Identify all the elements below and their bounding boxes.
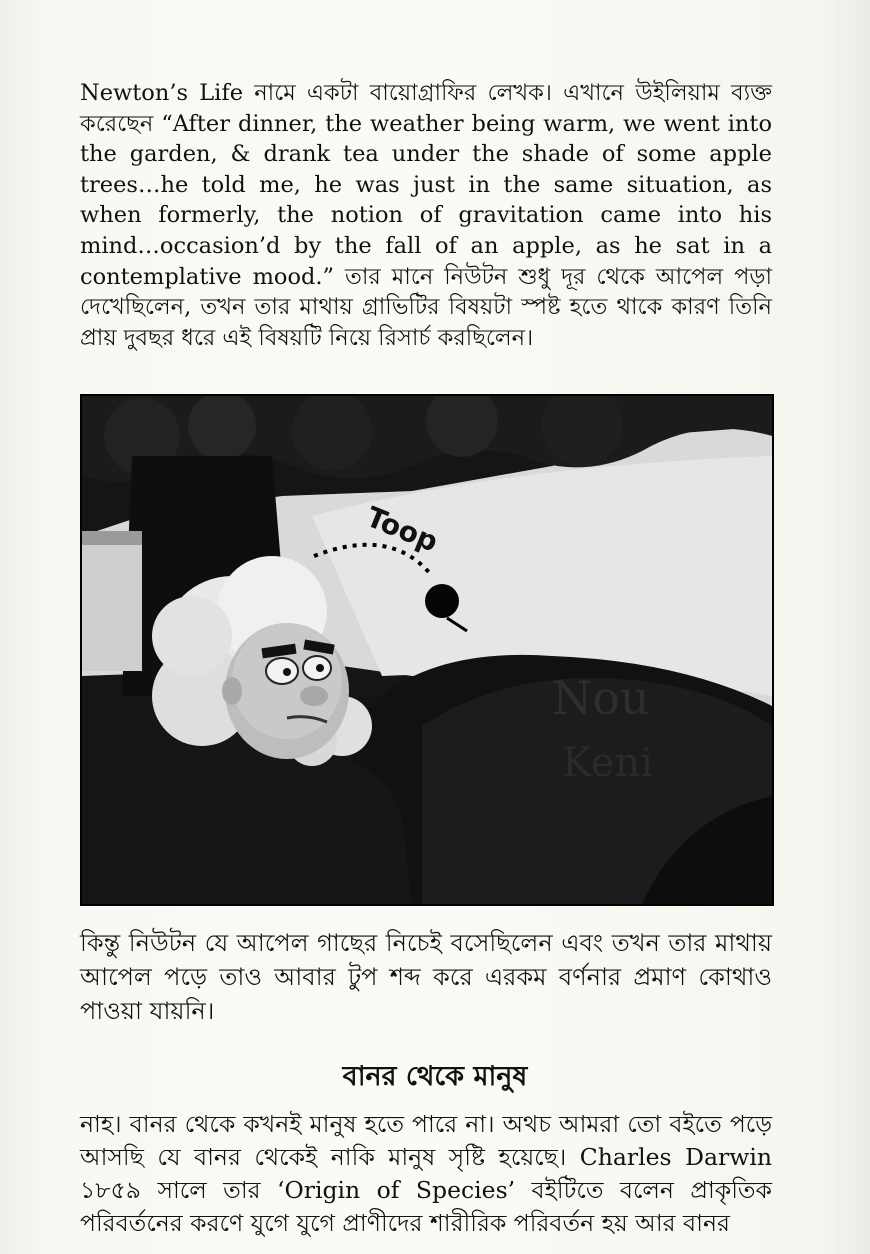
newton-apple-illustration bbox=[80, 394, 774, 906]
paragraph-darwin: নাহ। বানর থেকে কখনই মানুষ হতে পারে না। অথচ আমরা তো বইতে পড়ে আসছি যে বানর থেকেই নাকি মানুষ সৃষ্টি হয়েছে। Charles Darwin ১৮৫৯ সালে তার ‘Origin of Species’ বইটিতে বলেন প্রাকৃতিক পরিবর্তনের করণে যুগে যুগে প্রাণীদের শারীরিক পরিবর্তন হয় আর বানর bbox=[80, 1110, 772, 1237]
cartoon-scene bbox=[82, 396, 772, 904]
background-lettering-1: Nou bbox=[552, 671, 650, 725]
background-lettering-2: Keni bbox=[562, 740, 654, 786]
section-heading: বানর থেকে মানুষ bbox=[342, 1061, 528, 1092]
sound-effect-text: Toop bbox=[361, 500, 443, 559]
paragraph-newton-quote: Newton’s Life নামে একটা বায়োগ্রাফির লেখক। এখানে উইলিয়াম ব্যক্ত করেছেন “After dinner, the weather being warm, we went into the garden, & drank tea under the shade of some apple trees…he told me, he was just in the same situation, as when formerly, the notion of gravitation came into his mind…occasion’d by the fall of an apple, as he sat in a contemplative mood.” তার মানে নিউটন শুধু দূর থেকে আপেল পড়া দেখেছিলেন, তখন তার মাথায় গ্রাভিটির বিষয়টা স্পষ্ট হতে থাকে কারণ তিনি প্রায় দুবছর ধরে এই বিষয়টি নিয়ে রিসার্চ করছিলেন। bbox=[80, 80, 772, 351]
apple-icon bbox=[425, 584, 459, 618]
paragraph-no-evidence: কিন্তু নিউটন যে আপেল গাছের নিচেই বসেছিলেন এবং তখন তার মাথায় আপেল পড়ে তাও আবার টুপ শব্দ করে এরকম বর্ণনার প্রমাণ কোথাও পাওয়া যায়নি। bbox=[80, 929, 772, 1025]
